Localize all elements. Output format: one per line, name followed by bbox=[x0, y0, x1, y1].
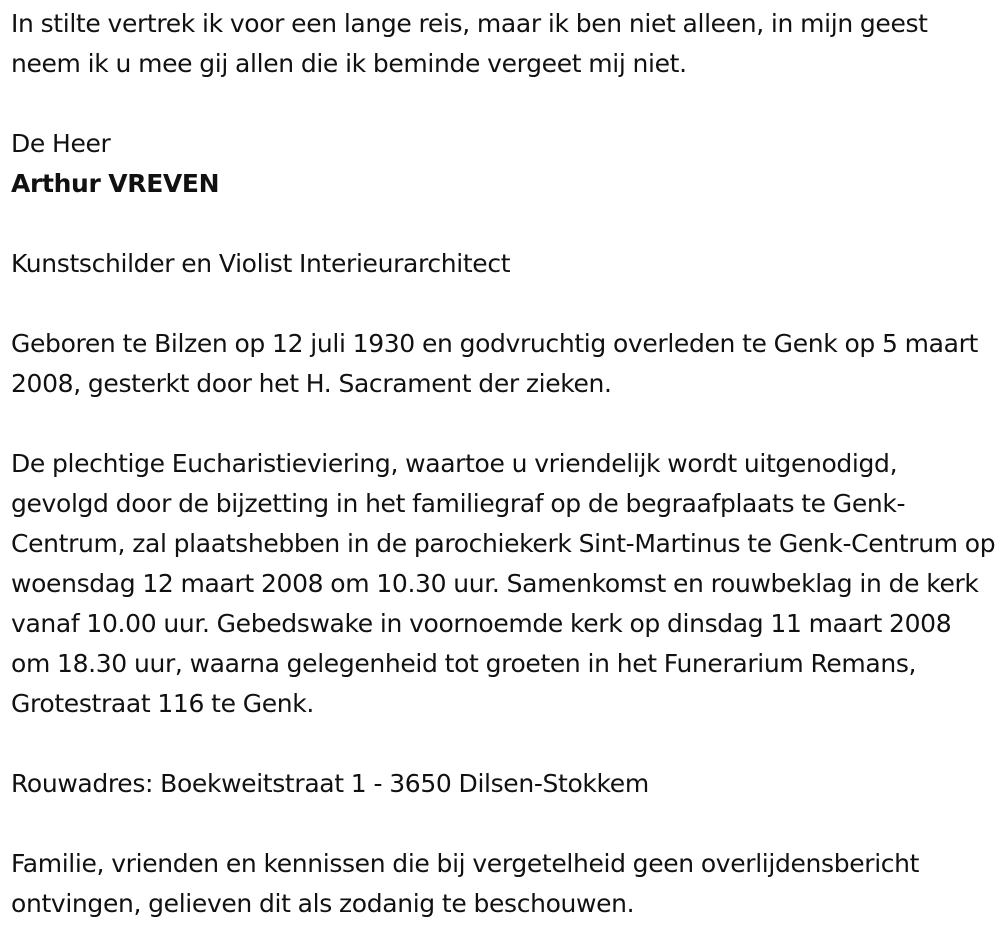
birth-death-text: Geboren te Bilzen op 12 juli 1930 en godvruchtig overleden te Genk op 5 maart 2008, gesterkt door het H. Sacrament der zieken. bbox=[11, 329, 978, 398]
death-notice bbox=[11, 4, 996, 924]
deceased-name: Arthur VREVEN bbox=[11, 169, 220, 198]
profession: Kunstschilder en Violist Interieurarchitect bbox=[11, 249, 511, 278]
closing-text: Familie, vrienden en kennissen die bij vergetelheid geen overlijdensbericht ontvingen, gelieven dit als zodanig te beschouwen. bbox=[11, 849, 920, 918]
verse-text: In stilte vertrek ik voor een lange reis, maar ik ben niet alleen, in mijn geest neem ik u mee gij allen die ik beminde vergeet mij niet. bbox=[11, 9, 928, 78]
ceremony-text: De plechtige Eucharistieviering, waartoe u vriendelijk wordt uitgenodigd, gevolgd door de bijzetting in het familiegraf op de begraafplaats te Genk-Centrum, zal plaatshebben in de parochiekerk Sint-Martinus te Genk-Centrum op woensdag 12 maart 2008 om 10.30 uur. Samenkomst en rouwbeklag in de kerk vanaf 10.00 uur. Gebedswake in voornoemde kerk op dinsdag 11 maart 2008 om 18.30 uur, waarna gelegenheid tot groeten in het Funerarium Remans, Grotestraat 116 te Genk. bbox=[11, 449, 996, 718]
mourning-address: Rouwadres: Boekweitstraat 1 - 3650 Dilsen-Stokkem bbox=[11, 769, 649, 798]
salutation: De Heer bbox=[11, 129, 111, 158]
